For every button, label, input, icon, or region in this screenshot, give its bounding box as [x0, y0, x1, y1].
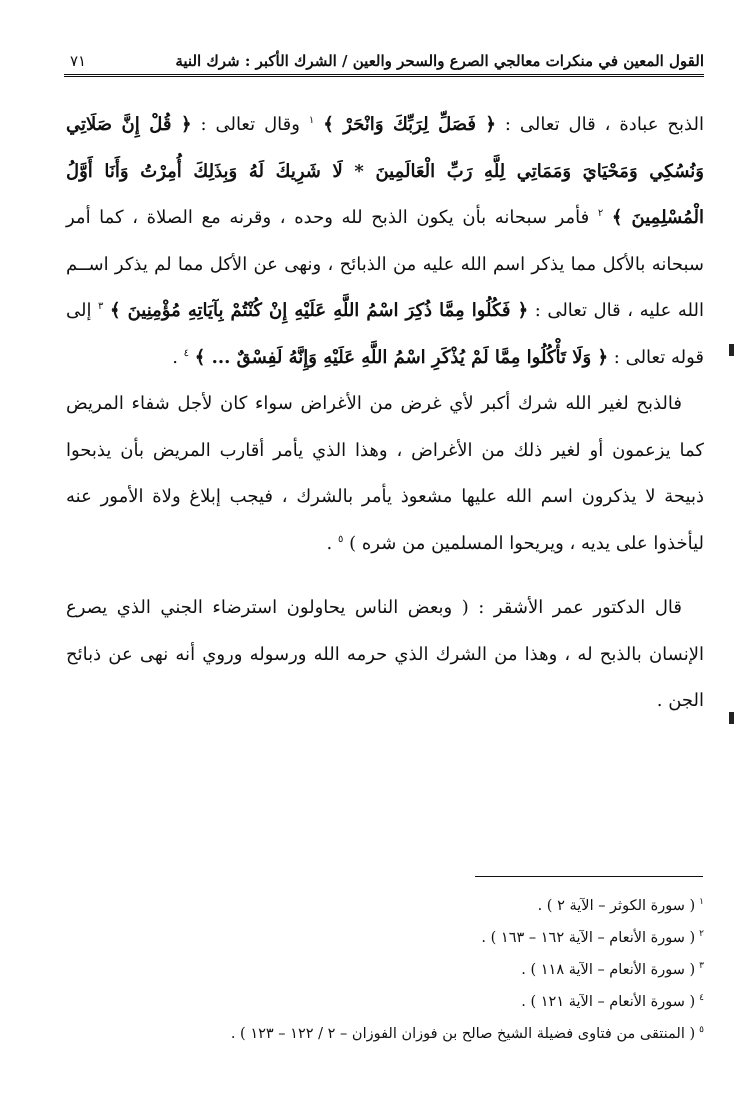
- footnote-text: ( سورة الأنعام – الآية ١١٨ ) .: [521, 962, 696, 978]
- paragraph-sacrifice-shirk: [66, 381, 704, 567]
- body-text: [66, 102, 704, 725]
- footnote-ref-1: ١: [308, 115, 315, 126]
- end-mark-2: .: [326, 532, 333, 554]
- footnote-number: ١: [699, 897, 704, 908]
- footnote-number: ٥: [699, 1025, 704, 1036]
- paragraph3-text: قال الدكتور عمر الأشقر : ( وبعض الناس يحاولون استرضاء الجني الذي يصرع الإنسان بالذبح له ، وهذا من الشرك الذي حرمه الله ورسوله وروي أنه نهى عن ذبائح الجن .: [66, 597, 704, 711]
- footnote-text: ( سورة الكوثر – الآية ٢ ) .: [537, 898, 696, 914]
- connector-text-2: إلى قوله تعالى :: [66, 300, 704, 368]
- end-mark: .: [172, 346, 178, 368]
- footnote-text: ( المنتقى من فتاوى فضيلة الشيخ صالح بن فوزان الفوزان – ٢ / ١٢٢ – ١٢٣ ) .: [230, 1026, 696, 1042]
- footnote-text: ( سورة الأنعام – الآية ١٢١ ) .: [521, 994, 696, 1010]
- paragraph-gap: [66, 567, 704, 585]
- paragraph-ashqar-quote: [66, 585, 704, 725]
- footnote-number: ٣: [699, 961, 704, 972]
- footnote-ref-4: ٤: [183, 347, 190, 359]
- page-number: ٧١: [70, 52, 87, 70]
- footnote: [100, 922, 704, 954]
- scan-margin-mark: [729, 344, 734, 356]
- quran-verse-anam-121: ﴿ وَلَا تَأْكُلُوا مِمَّا لَمْ يُذْكَرِ اسْمُ اللَّهِ عَلَيْهِ وَإِنَّهُ لَفِسْقٌ ... ﴾: [194, 346, 609, 368]
- quran-verse-anam-162: ﴿ قُلْ إِنَّ صَلَاتِي وَنُسُكِي وَمَحْيَايَ وَمَمَاتِي لِلَّهِ رَبِّ الْعَالَمِينَ * لَا شَرِيكَ لَهُ وَبِذَلِكَ أُمِرْتُ وَأَنَا أَوَّلُ الْمُسْلِمِينَ ﴾: [66, 114, 704, 228]
- connector-text: وقال تعالى :: [200, 114, 300, 135]
- running-title: القول المعين في منكرات معالجي الصرع والسحر والعين / الشرك الأكبر : شرك النية: [175, 52, 704, 70]
- footnote: [100, 890, 704, 922]
- explanation-text: فأمر سبحانه بأن يكون الذبح لله وحده ، وقرنه مع الصلاة ، كما أمر سبحانه بالأكل مما يذكر اسم الله عليه من الذبائح ، ونهى عن الأكل مما لم يذكر اســم الله عليه ، قال تعالى :: [66, 207, 704, 321]
- quran-verse-anam-118: ﴿ فَكُلُوا مِمَّا ذُكِرَ اسْمُ اللَّهِ عَلَيْهِ إِنْ كُنْتُمْ بِآيَاتِهِ مُؤْمِنِينَ ﴾: [109, 300, 529, 321]
- paragraph2-text: فالذبح لغير الله شرك أكبر لأي غرض من الأغراض سواء كان لأجل شفاء المريض كما يزعمون أو لغير ذلك من الأغراض ، وهذا الذي يأمر أقارب المريض بأن يذبحوا ذبيحة لا يذكرون اسم الله عليها مشعوذ يأمر بالشرك ، فيجب إبلاغ ولاة الأمور عنه ليأخذوا على يديه ، ويريحوا المسلمين من شره ): [66, 393, 704, 554]
- footnotes: [100, 890, 704, 1050]
- footnote: [100, 954, 704, 986]
- footnote-ref-5: ٥: [337, 533, 344, 545]
- quran-verse-kawthar: ﴿ فَصَلِّ لِرَبِّكَ وَانْحَرْ ﴾: [323, 114, 496, 135]
- footnote: [100, 986, 704, 1018]
- page-header: [64, 38, 704, 77]
- footnote-number: ٢: [699, 929, 704, 940]
- intro-text: الذبح عبادة ، قال تعالى :: [504, 114, 704, 135]
- footnote: [100, 1018, 704, 1050]
- footnote-ref-2: ٢: [597, 208, 604, 219]
- paragraph-sacrifice-worship: [66, 102, 704, 381]
- footnote-separator: [475, 876, 703, 877]
- scan-margin-mark: [729, 712, 734, 724]
- footnote-text: ( سورة الأنعام – الآية ١٦٢ – ١٦٣ ) .: [481, 930, 696, 946]
- footnote-number: ٤: [699, 993, 704, 1004]
- footnote-ref-3: ٣: [98, 301, 104, 312]
